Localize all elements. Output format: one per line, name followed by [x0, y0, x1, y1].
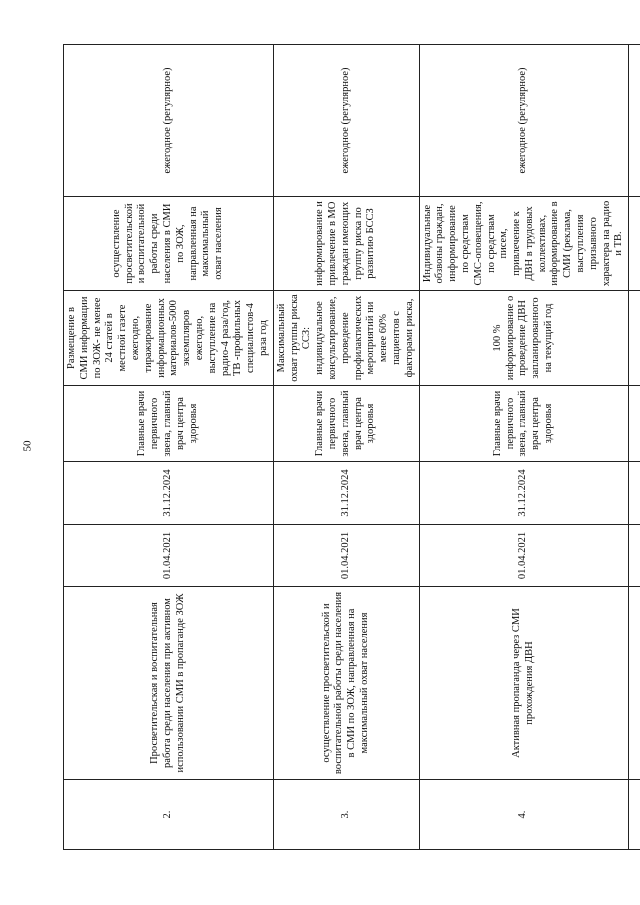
- empty-cell: [629, 587, 640, 780]
- activity-cell: Активная пропаганда через СМИ прохождения ДВН: [419, 587, 629, 780]
- row-number: 3.: [273, 780, 419, 850]
- responsible-cell: Главные врачи первичного звена, главный врач центра здоровья: [64, 386, 274, 462]
- empty-row: [629, 45, 640, 850]
- empty-cell: [629, 291, 640, 386]
- table-row: [273, 45, 419, 850]
- responsible-cell: Главные врачи первичного звена, главный врач центра здоровья: [273, 386, 419, 462]
- indicator-cell: 100 % информирование о проведение ДВН запланированного на текущий год: [419, 291, 629, 386]
- responsible-cell: Главные врачи первичного звена, главный врач центра здоровья: [419, 386, 629, 462]
- end-date-cell: 31.12.2024: [64, 462, 274, 525]
- start-date-cell: 01.04.2021: [419, 525, 629, 587]
- row-number: 2.: [64, 780, 274, 850]
- empty-cell: [629, 45, 640, 197]
- plan-table: [63, 44, 640, 850]
- end-date-cell: 31.12.2024: [419, 462, 629, 525]
- end-date-cell: 31.12.2024: [273, 462, 419, 525]
- table-row: [64, 45, 274, 850]
- empty-cell: [629, 462, 640, 525]
- frequency-cell: ежегодное (регулярное): [273, 45, 419, 197]
- frequency-cell: ежегодное (регулярное): [64, 45, 274, 197]
- indicator-cell: Размещение в СМИ информации по ЗОЖ- не менее 24 статей в местной газете ежегодно, тиражирование информационных материалов-5000 экземпляров ежегодно, выступление на радио-4 раза/год, ТВ -профильных специалистов-4 раза год: [64, 291, 274, 386]
- plan-table-sheet: [63, 45, 625, 850]
- empty-cell: [629, 386, 640, 462]
- activity-cell: Просветительская и воспитательная работа среди населения при активном использовании СМИ в пропаганде ЗОЖ: [64, 587, 274, 780]
- indicator-cell: Максимальный охват группы риска ССЗ: индивидуальное консультирование, проведение профилактических мероприятий ни менее 60% пациентов с факторами риска,: [273, 291, 419, 386]
- table-row: [419, 45, 629, 850]
- start-date-cell: 01.04.2021: [64, 525, 274, 587]
- frequency-cell: ежегодное (регулярное): [419, 45, 629, 197]
- result-cell: информирование и привлечение в МО граждан имеющих группу риска по развитию БССЗ: [273, 197, 419, 291]
- row-number: 4.: [419, 780, 629, 850]
- start-date-cell: 01.04.2021: [273, 525, 419, 587]
- empty-cell: [629, 525, 640, 587]
- result-cell: осуществление просветительской и воспитательной работы среди населения в СМИ по ЗОЖ, направленная на максимальный охват населения: [64, 197, 274, 291]
- empty-cell: [629, 780, 640, 850]
- empty-cell: [629, 197, 640, 291]
- result-cell: Индивидуальные обзвоны граждан, информирование по средствам СМС-оповещения, по средствам писем, привлечение к ДВН в трудовых коллективах, информирование в СМИ (реклама, выступления призывного характера на радио и ТВ.: [419, 197, 629, 291]
- page-number: 50: [21, 440, 34, 452]
- activity-cell: осуществление просветительской и воспитательной работы среди населения в СМИ по ЗОЖ, направленная на максимальный охват населения: [273, 587, 419, 780]
